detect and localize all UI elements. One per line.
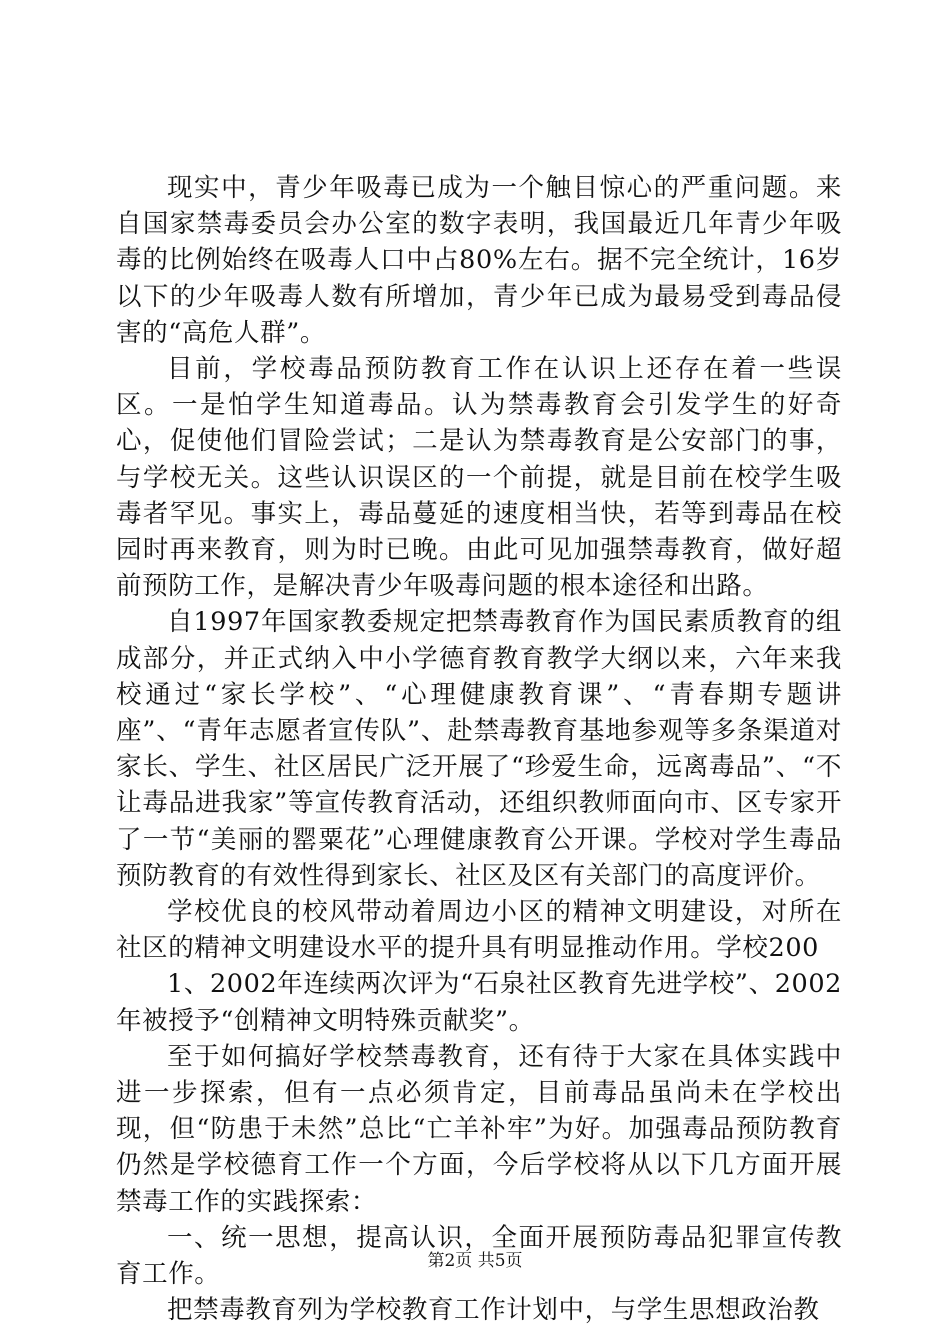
paragraph-7: 一、统一思想，提高认识，全面开展预防毒品犯罪宣传教育工作。 [116, 1222, 842, 1290]
paragraph-1: 现实中，青少年吸毒已成为一个触目惊心的严重问题。来自国家禁毒委员会办公室的数字表明，我国最近几年青少年吸毒的比例始终在吸毒人口中占80%左右。据不完全统计，16岁以下的少年吸毒人数有所增加，青少年已成为最易受到毒品侵害的“高危人群”。 [116, 173, 842, 348]
paragraph-2: 目前，学校毒品预防教育工作在认识上还存在着一些误区。一是怕学生知道毒品。认为禁毒教育会引发学生的好奇心，促使他们冒险尝试；二是认为禁毒教育是公安部门的事，与学校无关。这些认识误区的一个前提，就是目前在校学生吸毒者罕见。事实上，毒品蔓延的速度相当快，若等到毒品在校园时再来教育，则为时已晚。由此可见加强禁毒教育，做好超前预防工作，是解决青少年吸毒问题的根本途径和出路。 [116, 354, 842, 602]
paragraph-6: 至于如何搞好学校禁毒教育，还有待于大家在具体实践中进一步探索，但有一点必须肯定，目前毒品虽尚未在学校出现，但“防患于未然”总比“亡羊补牢”为好。加强毒品预防教育仍然是学校德育工作一个方面，今后学校将从以下几方面开展禁毒工作的实践探索： [116, 1041, 842, 1217]
paragraph-8: 把禁毒教育列为学校教育工作计划中，与学生思想政治教 [167, 1295, 820, 1326]
paragraph-5: 1、2002年连续两次评为“石泉社区教育先进学校”、2002年被授予“创精神文明特殊贡献奖”。 [116, 969, 842, 1036]
document-body [116, 170, 842, 1329]
paragraph-4: 学校优良的校风带动着周边小区的精神文明建设，对所在社区的精神文明建设水平的提升具有明显推动作用。学校200 [116, 897, 842, 964]
page-number-footer: 第2页 共5页 [427, 1251, 523, 1271]
paragraph-3: 自1997年国家教委规定把禁毒教育作为国民素质教育的组成部分，并正式纳入中小学德育教育教学大纲以来，六年来我校通过“家长学校”、“心理健康教育课”、“青春期专题讲座”、“青年志愿者宣传队”、赴禁毒教育基地参观等多条渠道对家长、学生、社区居民广泛开展了“珍爱生命，远离毒品”、“不让毒品进我家”等宣传教育活动，还组织教师面向市、区专家开了一节“美丽的罂粟花”心理健康教育公开课。学校对学生毒品预防教育的有效性得到家长、社区及区有关部门的高度评价。 [116, 607, 842, 891]
